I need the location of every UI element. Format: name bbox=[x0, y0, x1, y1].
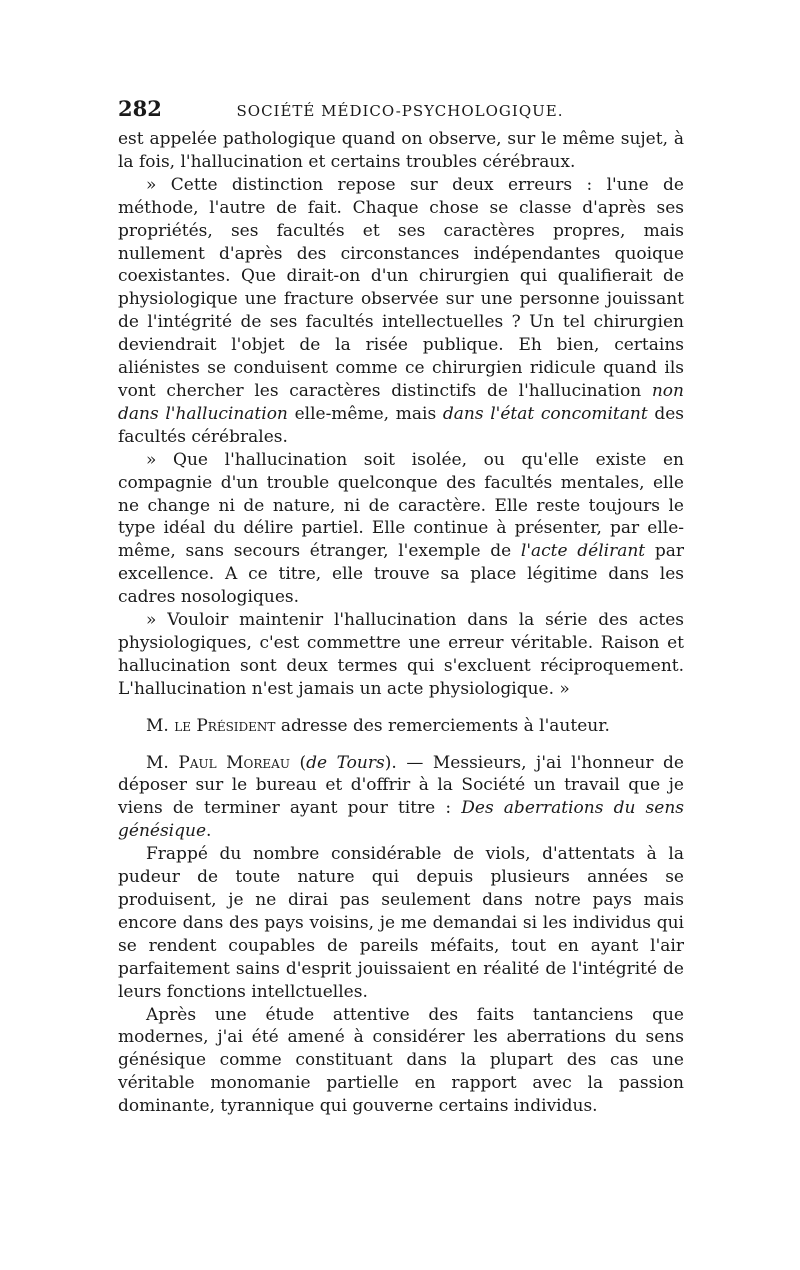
page-number: 282 bbox=[118, 96, 162, 121]
work-title: Des aberrations du sens génésique bbox=[118, 798, 685, 842]
president-remark: M. le Président adresse des remerciements à l'auteur. bbox=[146, 715, 610, 736]
speaker-name: le Président bbox=[174, 715, 276, 736]
page-body bbox=[118, 128, 684, 1118]
italic-phrase: de Tours bbox=[306, 752, 385, 773]
italic-phrase: dans l'état concomitant bbox=[442, 403, 648, 424]
running-title: SOCIÉTÉ MÉDICO-PSYCHOLOGIQUE. bbox=[236, 102, 564, 120]
paragraph-7: Frappé du nombre considérable de viols, d'attentats à la pudeur de toute nature qui depuis plusieurs années se produisent, je ne dirai pas seulement dans notre pays mais encore dans des pays voisins, je me demandai si les individus qui se rendent coupables de pareils méfaits, tout en ayant l'air parfaitement sains d'esprit jouissaient en réalité de l'intégrité de leurs fonctions intellctuelles. bbox=[118, 844, 684, 1002]
italic-phrase: non dans l'hallucination bbox=[118, 380, 684, 424]
page-header bbox=[118, 96, 682, 124]
moreau-intro: M. Paul Moreau (de Tours). — Messieurs, j'ai l'honneur de déposer sur le bureau et d'offrir à la Société un travail que je viens de terminer ayant pour titre : Des aberrations du sens génésique. bbox=[118, 752, 685, 842]
paragraph-4: » Vouloir maintenir l'hallucination dans la série des actes physiologiques, c'est commettre une erreur véritable. Raison et hallucination sont deux termes qui s'excluent réciproquement. L'hallucination n'est jamais un acte physiologique. » bbox=[118, 610, 684, 699]
italic-phrase: l'acte délirant bbox=[520, 541, 646, 562]
paragraph-3: » Que l'hallucination soit isolée, ou qu'elle existe en compagnie d'un trouble quelconque des facultés mentales, elle ne change ni de nature, ni de caractère. Elle reste toujours le type idéal du délire partiel. Elle continue à présenter, par elle-même, sans secours étranger, l'exemple de l'acte délirant par excellence. A ce titre, elle trouve sa place légitime dans les cadres nosologiques. bbox=[118, 449, 684, 608]
speaker-name: Paul Moreau bbox=[178, 752, 290, 773]
paragraph-2: » Cette distinction repose sur deux erreurs : l'une de méthode, l'autre de fait. Chaque chose se classe d'après ses propriétés, ses facultés et ses caractères propres, mais nullement d'après des circonstances indépendantes quoique coexistantes. Que dirait-on d'un chirurgien qui qualifierait de physiologique une fracture observée sur une personne jouissant de l'intégrité de ses facultés intellectuelles ? Un tel chirurgien deviendrait l'objet de la risée publique. Eh bien, certains aliénistes se conduisent comme ce chirurgien ridicule quand ils vont chercher les caractères distinctifs de l'hallucination non dans l'hallucination elle-même, mais dans l'état concomitant des facultés cérébrales. bbox=[118, 174, 685, 447]
paragraph-1: est appelée pathologique quand on observe, sur le même sujet, à la fois, l'hallucination et certains troubles cérébraux. bbox=[118, 129, 684, 172]
paragraph-8: Après une étude attentive des faits tantanciens que modernes, j'ai été amené à considérer les aberrations du sens génésique comme constituant dans la plupart des cas une véritable monomanie partielle en rapport avec la passion dominante, tyrannique qui gouverne certains individus. bbox=[118, 1004, 684, 1117]
